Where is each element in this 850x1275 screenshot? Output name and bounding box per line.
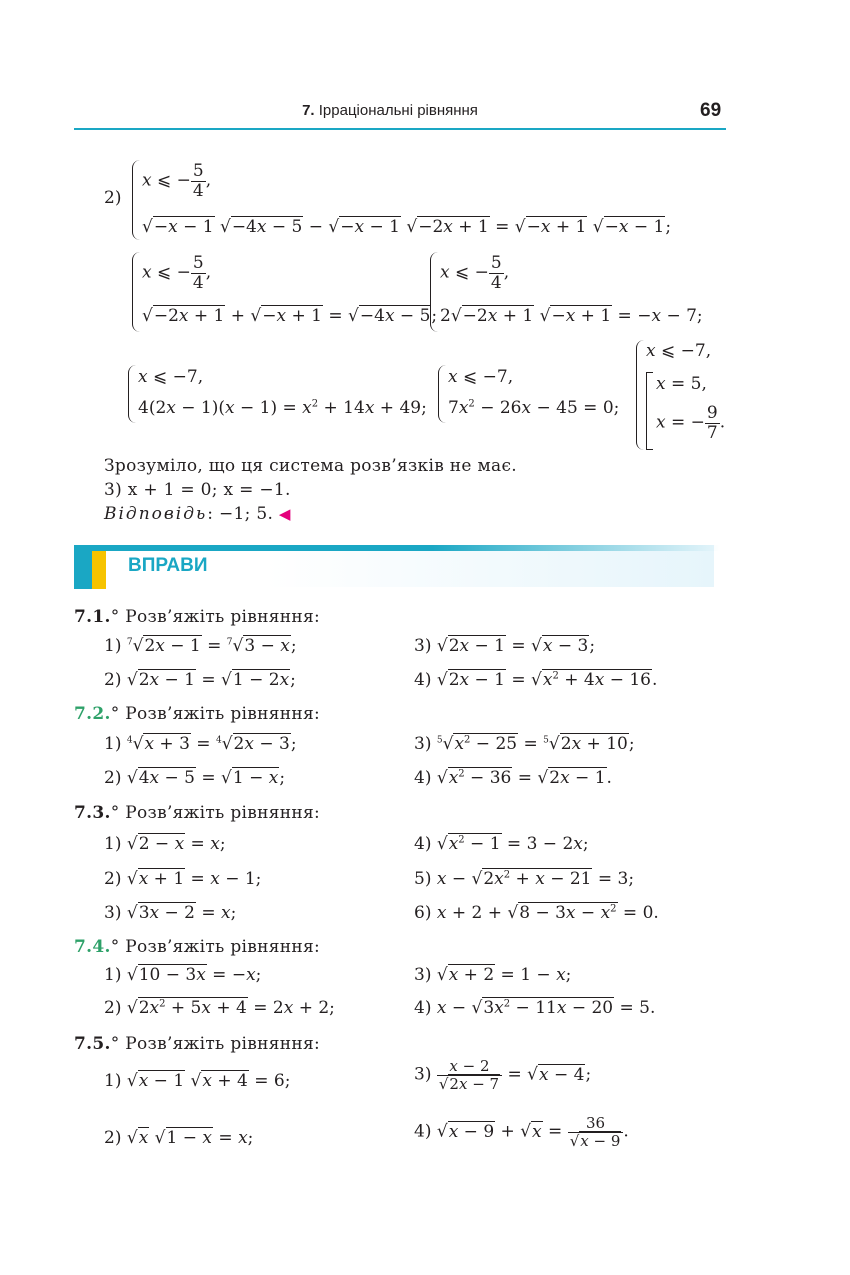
exercise-prompt: Розв’яжіть рівняння:	[125, 937, 321, 957]
exercise-7-1-item-3: 3) √2x − 1 = √x − 3;	[414, 636, 596, 656]
level-mark: °	[110, 704, 120, 724]
level-mark: °	[110, 937, 120, 957]
banner-bar	[80, 545, 720, 551]
set-bracket	[646, 372, 653, 450]
exercise-7-4-item-4: 4) $x - √3x^2 - 11x - 20 = 5$.	[414, 998, 656, 1018]
exercise-7-5-item-1: 1) √x − 1 √x + 4 = 6;	[104, 1071, 291, 1091]
page-number: 69	[700, 100, 722, 121]
exercise-7-1-item-2: 2) √2x − 1 = √1 − 2x;	[104, 670, 296, 690]
exercise-prompt: Розв’яжіть рівняння:	[125, 1034, 321, 1054]
exercise-7-2-item-1: 1) $^4$√x + 3 = $^4$√2x − 3;	[104, 734, 297, 754]
exercise-7-2-item-3: 3) $^5√x^2 - 25 = ^5√2x + 10$;	[414, 734, 635, 754]
exercise-7-4-item-2: 2) $√2x^2 + 5x + 4 = 2x + 2$;	[104, 998, 335, 1018]
answer-value: : −1; 5.	[207, 504, 274, 524]
exercise-prompt: Розв’яжіть рівняння:	[125, 607, 321, 627]
exercise-7-1-item-4: 4) $√2x - 1 = √x^2 + 4x - 16$.	[414, 670, 658, 690]
system-3a-line-1: x ⩽ −7,	[138, 367, 204, 387]
exercise-number: 7.3.	[74, 803, 111, 823]
banner-flag-blue	[74, 545, 92, 589]
level-mark: °	[110, 803, 120, 823]
exercise-7-3-heading	[74, 803, 320, 823]
exercise-7-5-item-2: 2) √x √1 − x = x;	[104, 1128, 254, 1148]
system-3a-line-2: $4(2x - 1)(x - 1) = x^2 + 14x + 49$;	[138, 398, 427, 418]
item-3: 3) x + 1 = 0; x = −1.	[104, 480, 291, 500]
exercise-7-2-item-2: 2) √4x − 5 = √1 − x;	[104, 768, 286, 788]
system-2b-line-1: x ⩽ − $\frac{5}{4}$ ,	[440, 253, 510, 293]
exercise-7-3-item-2: 2) √x + 1 = x − 1;	[104, 869, 262, 889]
end-of-solution-icon: ◀	[278, 505, 291, 523]
chapter-title: Ірраціональні рівняння	[318, 102, 478, 119]
system-2a-line-2: √−2x + 1 + √−x + 1 = √−4x − 5;	[142, 306, 438, 326]
exercise-7-2-item-4: 4) $√x^2 - 36 = √2x - 1$.	[414, 768, 612, 788]
running-header	[0, 102, 780, 119]
system-2b-line-2: 2√−2x + 1 √−x + 1 = −x − 7;	[440, 306, 703, 326]
exercise-number: 7.2.	[74, 704, 111, 724]
system-3c-line-2: x = 5,	[656, 374, 707, 394]
conclusion-text: Зрозуміло, що ця система розв’язків не має.	[104, 456, 517, 476]
banner-flag-yellow	[92, 551, 106, 589]
system-3b-line-2: $7x^2 - 26x - 45 = 0$;	[448, 398, 620, 418]
system-3c-line-3: x = − $\frac{9}{7}$ .	[656, 403, 726, 443]
exercise-7-5-heading	[74, 1034, 320, 1054]
chapter-number: 7.	[302, 102, 315, 119]
answer-label: Відповідь	[104, 504, 208, 524]
header-rule	[74, 128, 726, 130]
exercises-title: ВПРАВИ	[128, 555, 208, 576]
exercise-7-1-item-1: 1) $^7$√2x − 1 = $^7$√3 − x;	[104, 636, 297, 656]
exercise-number: 7.5.	[74, 1034, 111, 1054]
system-3b-line-1: x ⩽ −7,	[448, 367, 514, 387]
exercise-7-3-item-4: 4) $√x^2 - 1 = 3 - 2x$;	[414, 834, 589, 854]
level-mark: °	[110, 1034, 120, 1054]
item-2-label: 2)	[104, 188, 122, 208]
exercise-prompt: Розв’яжіть рівняння:	[125, 704, 321, 724]
answer-line	[104, 504, 291, 524]
system-3c-line-1: x ⩽ −7,	[646, 341, 712, 361]
system-2a-line-1: x ⩽ − $\frac{5}{4}$ ,	[142, 253, 212, 293]
exercise-7-4-heading	[74, 937, 320, 957]
system-1-line-2: √−x − 1 √−4x − 5 − √−x − 1 √−2x + 1 = √−x + 1 √−x − 1;	[142, 217, 672, 237]
exercise-7-5-item-3: 3) $\frac{x - 2}{√2x - 7}$ = √x − 4;	[414, 1057, 592, 1093]
exercise-7-3-item-5: 5) $x - √2x^2 + x - 21 = 3$;	[414, 869, 635, 889]
exercise-number: 7.1.	[74, 607, 111, 627]
system-1-line-1: x ⩽ − $\frac{5}{4}$ ,	[142, 161, 212, 201]
exercise-7-3-item-6: 6) $x + 2 + √8 - 3x - x^2 = 0$.	[414, 903, 659, 923]
exercise-7-3-item-3: 3) √3x − 2 = x;	[104, 903, 237, 923]
exercise-7-4-item-1: 1) √10 − 3x = −x;	[104, 965, 262, 985]
exercise-number: 7.4.	[74, 937, 111, 957]
exercise-7-1-heading	[74, 607, 320, 627]
exercise-7-3-item-1: 1) √2 − x = x;	[104, 834, 226, 854]
exercise-prompt: Розв’яжіть рівняння:	[125, 803, 321, 823]
exercise-7-5-item-4: 4) √x − 9 + √x = $\frac{36}{√x - 9}$ .	[414, 1114, 629, 1150]
level-mark: °	[110, 607, 120, 627]
exercise-7-2-heading	[74, 704, 320, 724]
exercise-7-4-item-3: 3) √x + 2 = 1 − x;	[414, 965, 572, 985]
